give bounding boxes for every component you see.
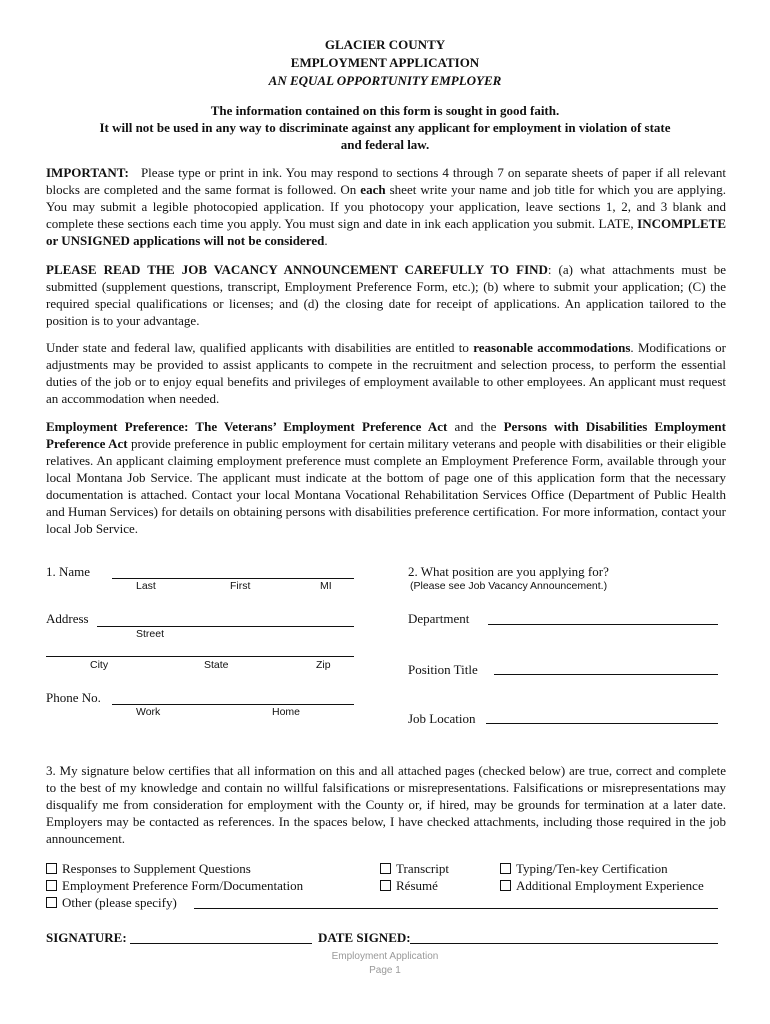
accommodations-paragraph: [46, 339, 726, 407]
good-faith-line-2: It will not be used in any way to discriminate against any applicant for employment in violation of state: [99, 120, 671, 135]
important-period: .: [324, 233, 328, 248]
phone-label: Phone No.: [46, 690, 101, 705]
checkbox-supplement[interactable]: [46, 861, 251, 877]
city-caption: City: [90, 659, 109, 671]
important-label: IMPORTANT:: [46, 165, 129, 180]
checkbox-square-icon: [46, 863, 57, 874]
footer-page-number: Page 1: [369, 965, 401, 976]
name-first-caption: First: [230, 580, 251, 592]
job-location-field[interactable]: [486, 723, 718, 724]
position-note: (Please see Job Vacancy Announcement.): [410, 580, 608, 592]
preference-bold-1: Employment Preference: The Veterans’ Employment Preference Act: [46, 419, 448, 434]
signature-label: SIGNATURE:: [46, 930, 127, 945]
name-last-caption: Last: [136, 580, 156, 592]
please-read-paragraph: [46, 261, 726, 329]
position-title-field[interactable]: [494, 674, 718, 675]
department-label: Department: [408, 611, 470, 626]
checkbox-square-icon: [380, 880, 391, 891]
job-location-label: Job Location: [408, 711, 476, 726]
phone-work-caption: Work: [136, 706, 161, 718]
form-title: EMPLOYMENT APPLICATION: [290, 55, 480, 70]
signature-field[interactable]: [130, 943, 312, 944]
checkbox-additional[interactable]: [500, 878, 704, 894]
date-signed-label: DATE SIGNED:: [318, 930, 411, 945]
name-mi-caption: MI: [320, 580, 332, 592]
please-read-text: : (a) what attachments must be submitted (supplement questions, transcript, Employment Preference Form, etc.); (b) where to submit your application; (C) the required special qualifications or licenses; and (d) the closing date for receipt of applications. An application tailored to the position is to your advantage.: [46, 262, 727, 328]
preference-paragraph: [46, 418, 726, 537]
department-field[interactable]: [488, 624, 718, 625]
accommodations-bold: reasonable accommodations: [473, 340, 631, 355]
checkbox-transcript[interactable]: [380, 861, 449, 877]
checkbox-resume[interactable]: [380, 878, 438, 894]
checkbox-preference-form[interactable]: [46, 878, 303, 894]
checkbox-square-icon: [46, 880, 57, 891]
state-caption: State: [204, 659, 229, 671]
other-specify-field[interactable]: [194, 908, 718, 909]
position-question: 2. What position are you applying for?: [408, 564, 609, 579]
city-state-zip-field[interactable]: [46, 656, 354, 657]
street-field[interactable]: [97, 626, 354, 627]
checkbox-typing-label: Typing/Ten-key Certification: [516, 861, 668, 876]
certification-paragraph: 3. My signature below certifies that all information on this and all attached pages (checked below) are true, correct and complete to the best of my knowledge and contain no willful falsifications or misrepresentations. Falsifications or misrepresentations may disqualify me from consideration for employment with the County or, if hired, may be grounds for termination at a later date. Employers may be contacted as references. In the spaces below, I have checked attachments, including those required in the job announcement.: [46, 763, 726, 846]
checkbox-supplement-label: Responses to Supplement Questions: [62, 861, 251, 876]
checkbox-other[interactable]: [46, 895, 177, 911]
checkbox-other-label: Other (please specify): [62, 895, 177, 910]
preference-and: and the: [447, 419, 504, 434]
good-faith-line-3: and federal law.: [340, 137, 430, 152]
important-each: each: [360, 182, 386, 197]
important-text-2: sheet write your name and job title for which you are applying. You may submit a legible photocopied application. If you photocopy your application, leave sections 1, 2, and 3 blank and complete these sections each time you apply. You must sign and date in ink each application you submit. LATE,: [46, 182, 726, 231]
preference-text: provide preference in public employment for certain military veterans and people with disabilities or their eligible relatives. An applicant claiming employment preference must complete an Employment Preference Form, available through your local Montana Job Service. The applicant must indicate at the bottom of page one of this application form that the necessary documentation is attached. Contact your local Montana Vocational Rehabilitation Services Office (Department of Public Health and Human Services) for details on obtaining persons with disabilities preference certification. For more information, contact your local Job Service.: [46, 436, 726, 536]
checkbox-square-icon: [380, 863, 391, 874]
position-title-label: Position Title: [408, 662, 478, 677]
date-signed-field[interactable]: [410, 943, 718, 944]
good-faith-line-1: The information contained on this form is sought in good faith.: [210, 103, 560, 118]
address-label: Address: [46, 611, 89, 626]
checkbox-square-icon: [500, 863, 511, 874]
important-paragraph: [46, 164, 726, 249]
checkbox-preference-form-label: Employment Preference Form/Documentation: [62, 878, 304, 893]
phone-field[interactable]: [112, 704, 354, 705]
preference-bold-2: Persons with Disabilities Employment Preference Act: [46, 419, 726, 451]
please-read-label: PLEASE READ THE JOB VACANCY ANNOUNCEMENT CAREFULLY TO FIND: [46, 262, 548, 277]
phone-home-caption: Home: [272, 706, 301, 718]
checkbox-transcript-label: Transcript: [396, 861, 449, 876]
name-field[interactable]: [112, 578, 354, 579]
zip-caption: Zip: [316, 659, 331, 671]
county-title: GLACIER COUNTY: [324, 37, 446, 52]
street-caption: Street: [136, 628, 165, 640]
name-label: 1. Name: [46, 564, 91, 579]
checkbox-square-icon: [46, 897, 57, 908]
accommodations-text-2: . Modifications or adjustments may be provided to assist applicants to compete in the recruitment and selection process, to perform the essential duties of the job or to enjoy equal benefits and privileges of employment available to other employees. An applicant must request an accommodation when needed.: [46, 340, 726, 406]
important-warning: INCOMPLETE or UNSIGNED applications will not be considered: [46, 216, 726, 248]
footer-title: Employment Application: [331, 951, 439, 962]
checkbox-resume-label: Résumé: [396, 878, 438, 893]
checkbox-typing[interactable]: [500, 861, 668, 877]
important-text-1: Please type or print in ink. You may respond to sections 4 through 7 on separate sheets of paper if all relevant blocks are completed and the same format is followed. On: [46, 165, 727, 197]
form-subtitle: AN EQUAL OPPORTUNITY EMPLOYER: [268, 73, 502, 88]
accommodations-text-1: Under state and federal law, qualified applicants with disabilities are entitled to: [46, 340, 474, 355]
checkbox-additional-label: Additional Employment Experience: [516, 878, 704, 893]
checkbox-square-icon: [500, 880, 511, 891]
